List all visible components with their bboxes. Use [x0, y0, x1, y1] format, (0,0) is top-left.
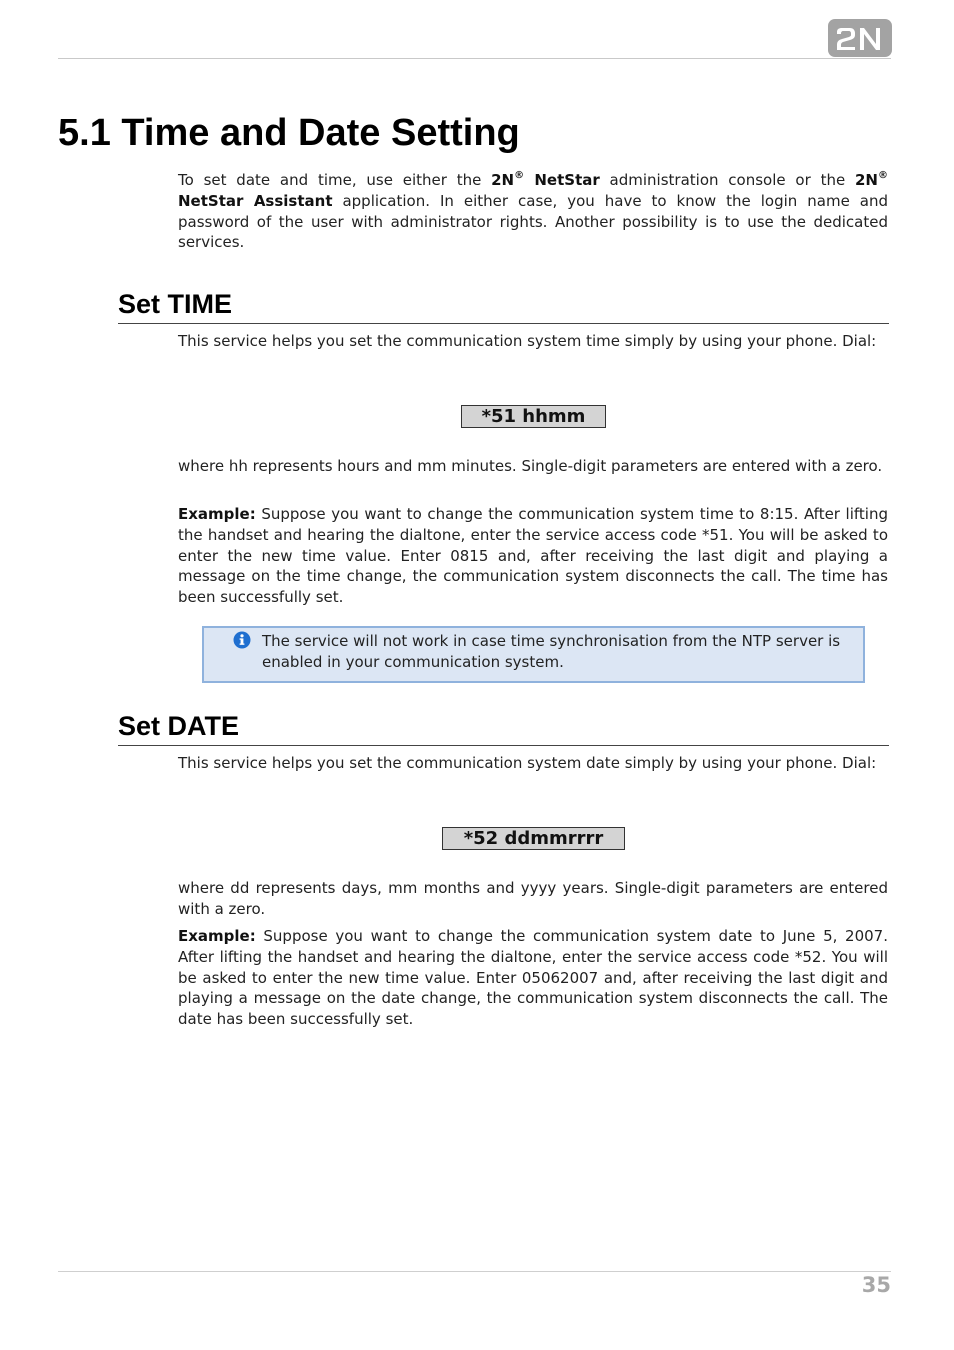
info-note	[202, 626, 865, 683]
product-name: NetStar Assistant	[178, 191, 333, 210]
example-text: Suppose you want to change the communication system time to 8:15. After lifting the handset and hearing the dialtone, enter the service access code *51. You will be asked to enter the new time value. Enter 0815 and, after receiving the last digit and playing a message on the time change, the communication system disconnects the call. The time has been successfully set.	[178, 505, 888, 607]
brand-logo-glyph	[828, 19, 892, 57]
dial-code-date: *52 ddmmrrrr	[442, 827, 625, 850]
brand-name: 2N	[491, 171, 515, 189]
page-title: 5.1 Time and Date Setting	[58, 112, 520, 154]
page-number: 35	[861, 1273, 891, 1297]
section-heading-set-date: Set DATE	[118, 709, 889, 746]
set-time-example	[178, 504, 888, 608]
note-text: The service will not work in case time synchronisation from the NTP server is enabled in your communication system.	[262, 632, 841, 671]
info-icon	[233, 631, 251, 649]
brand-name: 2N	[854, 171, 878, 189]
set-date-example	[178, 926, 888, 1030]
header-rule	[58, 58, 891, 59]
set-time-where: where hh represents hours and mm minutes. Single-digit parameters are entered with a zero.	[178, 457, 883, 475]
registered-mark: ®	[514, 170, 525, 181]
set-time-intro: This service helps you set the communication system time simply by using your phone. Dial:	[178, 332, 877, 350]
product-name: NetStar	[524, 171, 600, 189]
intro-text: To set date and time, use either the	[178, 171, 492, 189]
brand-logo	[828, 19, 892, 57]
intro-paragraph	[178, 170, 888, 253]
example-text: Suppose you want to change the communication system date to June 5, 2007. After lifting the handset and hearing the dialtone, enter the service access code *52. You will be asked to enter the new time value. Enter 05062007 and, after receiving the last digit and playing a message on the date change, the communication system disconnects the call. The date has been successfully set.	[178, 927, 888, 1029]
dial-code-time: *51 hhmm	[461, 405, 606, 428]
intro-text: application. In either case, you have to know the login name and password of the user with administrator rights. Another possibility is to use the dedicated services.	[178, 191, 888, 252]
intro-text: administration console or the	[599, 171, 855, 189]
section-heading-set-time: Set TIME	[118, 287, 889, 324]
example-label: Example:	[178, 927, 256, 945]
set-date-intro: This service helps you set the communication system date simply by using your phone. Dial:	[178, 754, 877, 772]
registered-mark: ®	[877, 170, 888, 181]
footer-rule	[58, 1271, 891, 1272]
set-date-where: where dd represents days, mm months and yyyy years. Single-digit parameters are entered with a zero.	[178, 879, 888, 918]
example-label: Example:	[178, 505, 256, 523]
